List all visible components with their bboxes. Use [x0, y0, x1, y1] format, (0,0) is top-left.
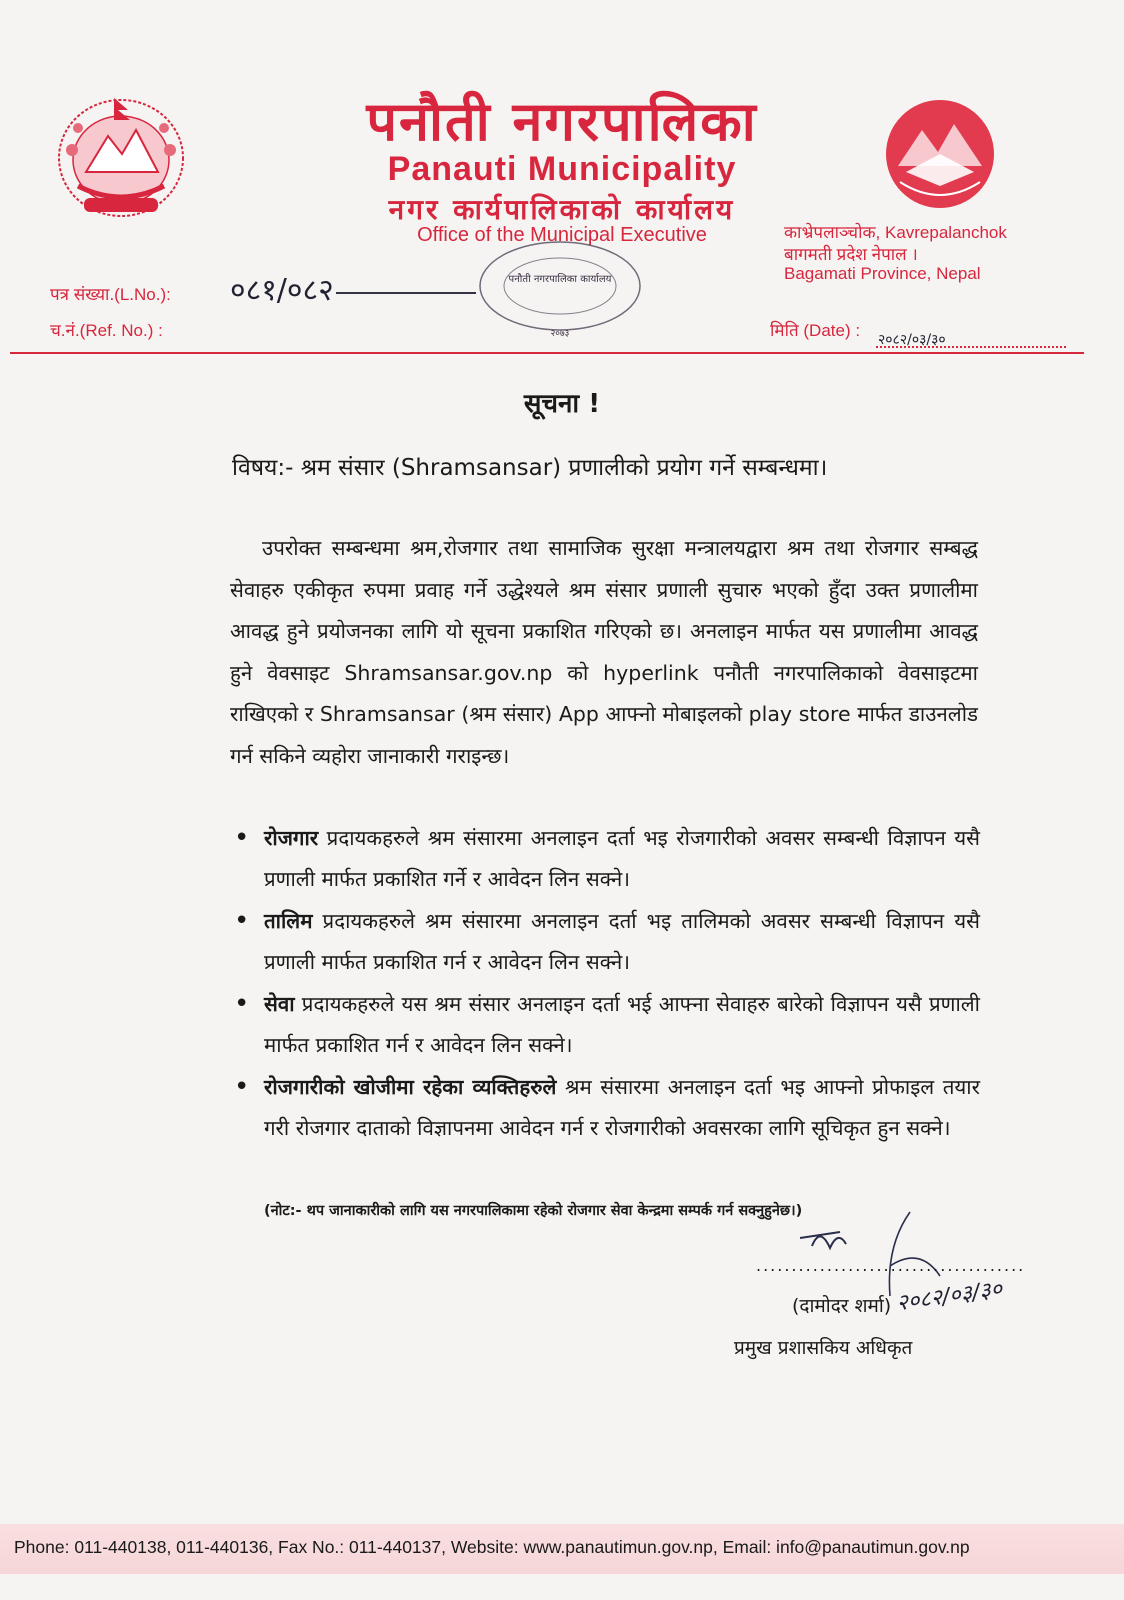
signature-line: ...................................... — [756, 1256, 1026, 1275]
bullet-text: प्रदायकहरुले यस श्रम संसार अनलाइन दर्ता भई आफ्ना सेवाहरु बारेको विज्ञापन यसै प्रणाली मार्फत प्रकाशित गर्न र आवेदन लिन सक्ने। — [264, 992, 980, 1057]
bullet-bold: रोजगार — [264, 826, 319, 850]
address-line-2: बागमती प्रदेश नेपाल । — [784, 245, 918, 264]
notice-paragraph: उपरोक्त सम्बन्धमा श्रम,रोजगार तथा सामाजिक सुरक्षा मन्त्रालयद्वारा श्रम तथा रोजगार सम्बद्ध सेवाहरु एकीकृत रुपमा प्रवाह गर्ने उद्धेश्यले श्रम संसार प्रणाली सुचारु भएको हुँदा उक्त प्रणालीमा आवद्ध हुने प्रयोजनका लागि यो सूचना प्रकाशित गरिएको छ। अनलाइन मार्फत यस प्रणालीमा आवद्ध हुने वेवसाइट Shramsansar.gov.np को hyperlink पनौती नगरपालिकाको वेवसाइटमा राखिएको र Shramsansar (श्रम संसार) App आफ्नो मोबाइलको play store मार्फत डाउनलोड गर्न सकिने व्यहोरा जानाकारी गराइन्छ। — [230, 536, 978, 768]
bullet-bold: तालिम — [264, 909, 313, 933]
office-title-nepali: नगर कार्यपालिकाको कार्यालय — [388, 193, 736, 226]
bullet-list — [232, 818, 980, 1150]
office-seal-stamp — [472, 236, 648, 342]
header-divider — [10, 352, 1084, 354]
letter-no-underline — [336, 292, 476, 294]
signature-date: २०८२/०३/३० — [894, 1276, 1004, 1317]
bullet-text: प्रदायकहरुले श्रम संसारमा अनलाइन दर्ता भइ तालिमको अवसर सम्बन्धी विज्ञापन यसै प्रणाली मार्फत प्रकाशित गर्न र आवेदन लिन सक्ने। — [264, 909, 980, 974]
ref-no-label: च.नं.(Ref. No.) : — [50, 321, 163, 340]
list-item — [232, 818, 980, 900]
office-title-english: Office of the Municipal Executive — [417, 224, 707, 246]
notice-title: सूचना ! — [523, 389, 601, 419]
municipality-title-english: Panauti Municipality — [387, 150, 737, 188]
list-item — [232, 1067, 980, 1149]
bullet-bold: सेवा — [264, 992, 295, 1016]
date-label: मिति (Date) : — [770, 321, 861, 340]
footer-contact: Phone: 011-440138, 011-440136, Fax No.: 011-440137, Website: www.panautimun.gov.np, Email: info@panautimun.gov.np — [14, 1537, 970, 1557]
signatory-role: प्रमुख प्रशासकिय अधिकृत — [734, 1337, 913, 1359]
seal-year: २०७३ — [550, 329, 570, 339]
bullet-bold: रोजगारीको खोजीमा रहेका व्यक्तिहरुले — [264, 1075, 557, 1099]
municipality-title-nepali: पनौती नगरपालिका — [366, 89, 758, 153]
subject-line: विषय:- श्रम संसार (Shramsansar) प्रणालीको प्रयोग गर्ने सम्बन्धमा। — [232, 455, 828, 481]
note-text: (नोट:- थप जानाकारीको लागि यस नगरपालिकामा रहेको रोजगार सेवा केन्द्रमा सम्पर्क गर्न सक्नुहुनेछ।) — [264, 1203, 803, 1219]
list-item — [232, 901, 980, 983]
date-value: २०८२/०३/३० — [878, 332, 946, 348]
list-item — [232, 984, 980, 1066]
signatory-name: (दामोदर शर्मा) — [792, 1295, 892, 1317]
bullet-text: प्रदायकहरुले श्रम संसारमा अनलाइन दर्ता भइ रोजगारीको अवसर सम्बन्धी विज्ञापन यसै प्रणाली मार्फत प्रकाशित गर्ने र आवेदन लिन सक्ने। — [264, 826, 980, 891]
letter-no-label: पत्र संख्या.(L.No.): — [50, 285, 171, 304]
date-dotted-line — [876, 346, 1066, 348]
bullet-text: श्रम संसारमा अनलाइन दर्ता भइ आफ्नो प्रोफाइल तयार गरी रोजगार दाताको विज्ञापनमा आवेदन गर्न र रोजगारीको अवसरका लागि सूचिकृत हुन सक्ने। — [264, 1075, 981, 1140]
address-line-1: काभ्रेपलाञ्चोक, Kavrepalanchok — [784, 223, 1007, 242]
letter-no-value: ०८१/०८२ — [230, 273, 334, 308]
seal-text: पनौती नगरपालिका कार्यालय — [508, 274, 612, 285]
address-line-3: Bagamati Province, Nepal — [784, 264, 981, 283]
